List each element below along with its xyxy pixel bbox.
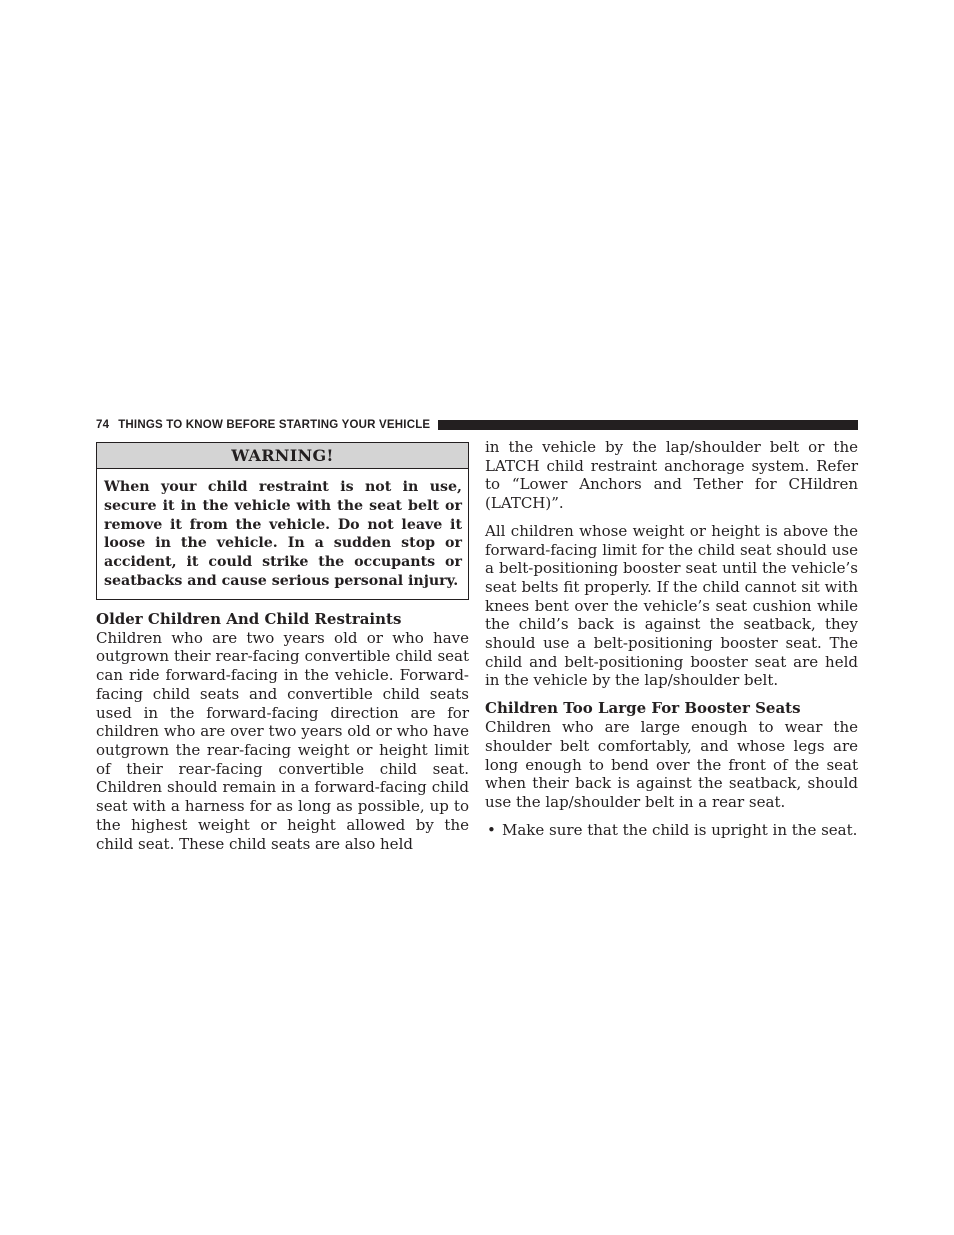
list-item xyxy=(485,821,858,840)
warning-box xyxy=(96,442,469,600)
older-children-paragraph: Children who are two years old or who have outgrown their rear-facing convertible child seat can ride forward-facing in the vehicle. Forward-facing child seats and convertible child seats used in the forward-facing direction are for children who are over two years old or who have outgrown the rear-facing weight or height limit of their rear-facing convertible child seat. Children should remain in a forward-facing child seat with a harness for as long as possible, up to the highest weight or height allowed by the child seat. These child seats are also held xyxy=(96,628,469,853)
too-large-heading: Children Too Large For Booster Seats xyxy=(485,699,801,718)
too-large-paragraph: Children who are large enough to wear the shoulder belt comfortably, and whose legs are long enough to bend over the front of the seat when their back is against the seatback, should use the lap/shoulder belt in a rear seat. xyxy=(485,718,858,811)
warning-title: WARNING! xyxy=(97,443,468,469)
header-rule xyxy=(438,420,858,430)
list-item-text: Make sure that the child is upright in the seat. xyxy=(502,820,858,839)
page-number: 74 xyxy=(96,418,110,431)
older-children-heading: Older Children And Child Restraints xyxy=(96,609,402,628)
warning-body: When your child restraint is not in use, secure it in the vehicle with the seat belt or remove it from the vehicle. Do not leave it loose in the vehicle. In a sudden stop or accident, it could strike the occupants or seatbacks and cause serious personal injury. xyxy=(104,479,462,589)
right-column xyxy=(485,438,858,839)
page-header xyxy=(96,417,858,432)
bullet-icon: • xyxy=(487,820,496,839)
left-column xyxy=(96,442,469,853)
older-children-continuation: in the vehicle by the lap/shoulder belt or the LATCH child restraint anchorage system. Refer to “Lower Anchors and Tether for CHildren (LATCH)”. xyxy=(485,438,858,513)
section-title: THINGS TO KNOW BEFORE STARTING YOUR VEHICLE xyxy=(118,418,431,431)
booster-seat-paragraph: All children whose weight or height is above the forward-facing limit for the child seat should use a belt-positioning booster seat until the vehicle’s seat belts fit properly. If the child cannot sit with knees bent over the vehicle’s seat cushion while the child’s back is against the seatback, they should use a belt-positioning booster seat. The child and belt-positioning booster seat are held in the vehicle by the lap/shoulder belt. xyxy=(485,521,858,690)
